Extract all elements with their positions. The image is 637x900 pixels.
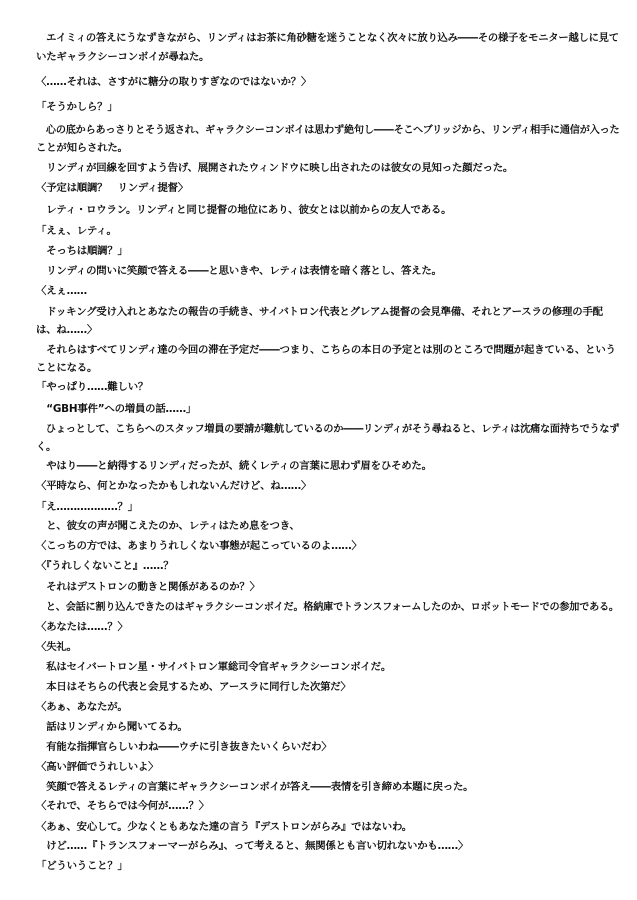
text-line: 「え………………？」: [36, 501, 138, 513]
text-line: それはデストロンの動きと関係があるのか？〉: [36, 581, 260, 593]
text-line: 心の底からあっさりとそう返され、ギャラクシーコンボイは思わず絶句し――そこへブリッジから、リンディ相手に通信が入った: [36, 124, 620, 136]
text-line: 「やっぱり……難しい？: [36, 381, 149, 393]
text-line: 〈失礼。: [36, 641, 77, 653]
text-line: “GBH事件”への増員の話……」: [36, 403, 197, 415]
text-line: リンディの問いに笑顔で答える――と思いきや、レティは表情を暗く落とし、答えた。: [36, 265, 442, 277]
text-line: レティ・ロウラン。リンディと同じ提督の地位にあり、彼女とは以前からの友人である。: [36, 204, 452, 216]
text-line: やはり――と納得するリンディだったが、続くレティの言葉に思わず眉をひそめた。: [36, 460, 432, 472]
text-line: いたギャラクシーコンボイが尋ねた。: [36, 51, 210, 63]
text-line: そっちは順調？」: [36, 245, 128, 257]
text-line: ことが知らされた。: [36, 142, 128, 154]
text-line: 〈予定は順調？ リンディ提督〉: [36, 182, 189, 194]
text-line: 本日はそちらの代表と会見するため、アースラに同行した次第だ〉: [36, 681, 351, 693]
text-line: 〈こっちの方では、あまりうれしくない事態が起こっているのよ……〉: [36, 540, 362, 552]
text-line: ドッキング受け入れとあなたの報告の手続き、サイバトロン代表とグレアム提督の会見準備、それとアースラの修理の手配: [36, 306, 603, 318]
text-line: 「えぇ、レティ。: [36, 225, 117, 237]
text-line: 〈あぁ、安心して。少なくともあなた達の言う『デストロンがらみ』ではないわ。: [36, 821, 412, 833]
text-line: 〈……それは、さすがに糖分の取りすぎなのではないか？〉: [36, 76, 312, 88]
text-line: 〈それで、そちらでは今何が……？〉: [36, 800, 209, 812]
text-line: 〈あぁ、あなたが。: [36, 701, 128, 713]
text-line: ひょっとして、こちらへのスタッフ増員の要請が難航しているのか――リンディがそう尋ねると、レティは沈痛な面持ちでうなず: [36, 423, 620, 435]
text-line: と、彼女の声が聞こえたのか、レティはため息をつき、: [36, 520, 300, 532]
text-line: それらはすべてリンディ達の今回の滞在予定だ――つまり、こちらの本日の予定とは別のところで問題が起きている、という: [36, 344, 616, 356]
text-line: 「そうかしら？」: [36, 101, 118, 113]
text-line: 〈えぇ……: [36, 285, 87, 297]
text-line: と、会話に割り込んできたのはギャラクシーコンボイだ。格納庫でトランスフォームしたのか、ロボットモードでの参加である。: [36, 601, 619, 613]
text-line: 笑顔で答えるレティの言葉にギャラクシーコンボイが答え――表情を引き締め本題に戻った。: [36, 781, 474, 793]
text-line: 私はセイバートロン星・サイバトロン軍総司令官ギャラクシーコンボイだ。: [36, 661, 392, 673]
text-line: く。: [36, 441, 57, 453]
text-line: 〈平時なら、何とかなったかもしれないんだけど、ね……〉: [36, 480, 312, 492]
text-line: 「どういうこと？」: [36, 860, 128, 872]
text-line: ことになる。: [36, 362, 98, 374]
text-line: 〈『うれしくないこと』……？: [36, 560, 174, 572]
text-line: 〈高い評価でうれしいよ〉: [36, 761, 159, 773]
text-line: けど……『トランスフォーマーがらみ』、って考えると、無関係とも言い切れないかも……〉: [36, 840, 469, 852]
text-line: リンディが回線を回すよう告げ、展開されたウィンドウに映し出されたのは彼女の見知った顔だった。: [36, 162, 514, 174]
text-line: は、ね……〉: [36, 324, 98, 336]
text-line: 〈あなたは……？〉: [36, 621, 128, 633]
text-line: 有能な指揮官らしいわね――ウチに引き抜きたいくらいだわ〉: [36, 741, 332, 753]
text-line: エイミィの答えにうなずきながら、リンディはお茶に角砂糖を迷うことなく次々に放り込み――その様子をモニター越しに見て: [36, 32, 619, 44]
text-line: 話はリンディから聞いてるわ。: [36, 721, 188, 733]
